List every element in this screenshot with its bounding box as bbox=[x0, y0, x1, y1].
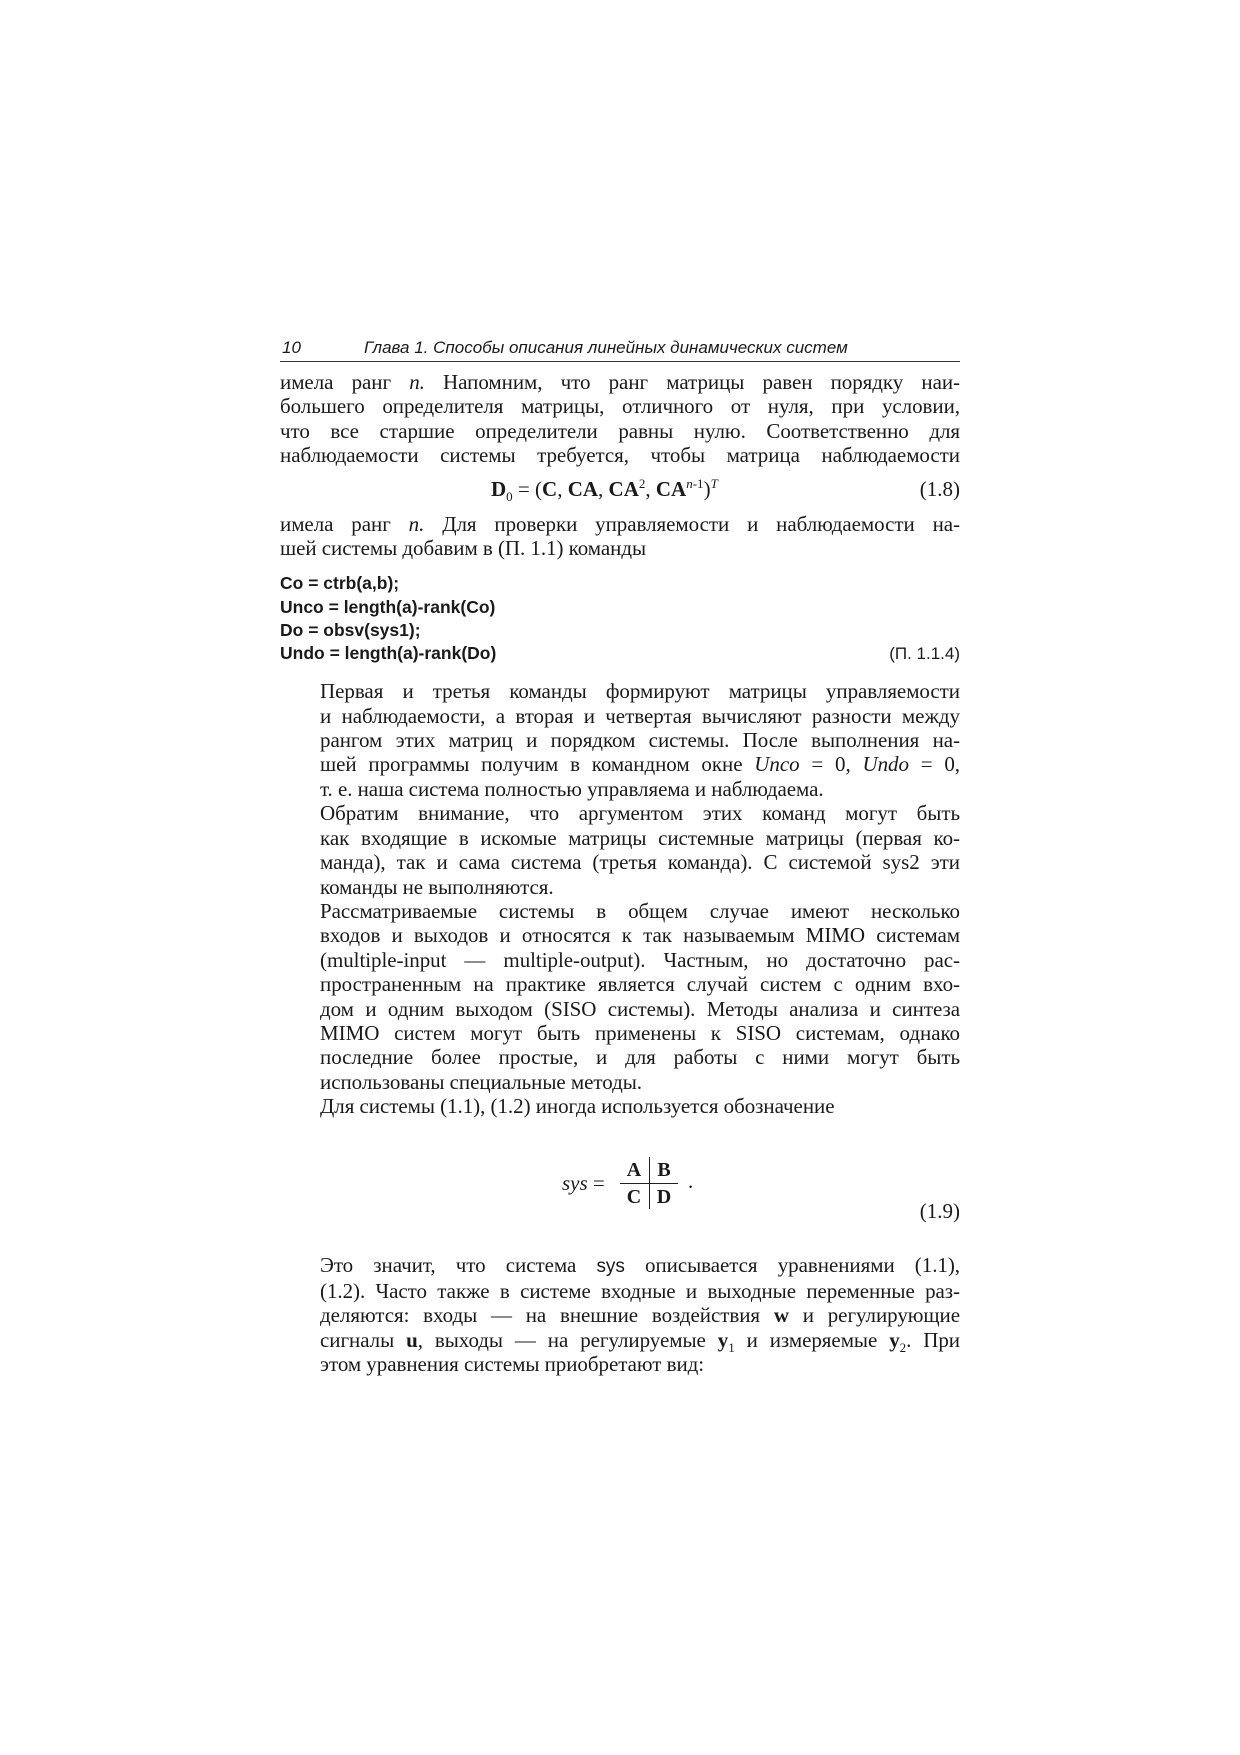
italic-variable: n. bbox=[391, 370, 425, 394]
paragraph-notation-intro bbox=[280, 1094, 960, 1118]
formula-superscript: 2 bbox=[638, 475, 646, 491]
formula-symbol: CA bbox=[655, 476, 687, 501]
formula-text: = bbox=[587, 1170, 605, 1195]
text-line: наблюдаемости системы требуется, чтобы матрица наблюдаемости bbox=[280, 443, 960, 468]
inline-code: sys bbox=[596, 1255, 625, 1277]
matrix-cell-b: B bbox=[657, 1158, 671, 1181]
code-line: Do = obsv(sys1); bbox=[280, 619, 421, 640]
formula-superscript bbox=[711, 476, 718, 491]
italic-variable: Unco bbox=[754, 752, 800, 777]
formula-text: = ( bbox=[512, 476, 543, 501]
formula-text: , bbox=[557, 476, 568, 501]
text-line: Для системы (1.1), (1.2) иногда используется обозначение bbox=[320, 1094, 835, 1119]
formula-symbol: CA bbox=[608, 476, 639, 501]
matrix-vertical-rule bbox=[649, 1157, 650, 1209]
text-line: шей системы добавим в (П. 1.1) команды bbox=[280, 536, 647, 561]
listing-reference: (П. 1.1.4) bbox=[889, 644, 960, 664]
text-line: Рассматриваемые системы в общем случае имеют несколько bbox=[320, 898, 960, 923]
formula-subscript: 1 bbox=[728, 1339, 735, 1355]
text-line: дом и одним выходом (SISO системы). Методы анализа и синтеза bbox=[320, 996, 960, 1021]
formula-superscript: n-1 bbox=[686, 475, 704, 491]
formula-italic: sys bbox=[562, 1170, 588, 1195]
formula-symbol: D bbox=[491, 476, 507, 501]
text-run: и регулирующие bbox=[788, 1303, 961, 1328]
text-run: , выходы — на регулируемые bbox=[417, 1327, 718, 1352]
equation-1-9 bbox=[280, 1119, 960, 1253]
formula-period: . bbox=[688, 1168, 694, 1193]
paragraph-check-commands bbox=[280, 512, 960, 561]
equation-number: (1.9) bbox=[919, 1198, 960, 1223]
text-line: как входящие в искомые матрицы системные матрицы (первая ко- bbox=[320, 825, 960, 850]
code-line: Undo = length(a)-rank(Do) bbox=[280, 643, 497, 664]
code-line: Co = ctrb(a,b); bbox=[280, 573, 400, 594]
text-line: Первая и третья команды формируют матрицы управляемости bbox=[320, 679, 960, 704]
sys-notation-lhs bbox=[562, 1171, 605, 1196]
text-line: (multiple-input — multiple-output). Частным, но достаточно рас- bbox=[320, 947, 960, 972]
equation-1-8 bbox=[280, 468, 960, 512]
formula-text: , bbox=[645, 476, 656, 501]
text-line: имела ранг n. Для проверки управляемости и наблюдаемости на- bbox=[280, 511, 961, 536]
formula-italic: T bbox=[710, 475, 718, 491]
vector-symbol: u bbox=[406, 1327, 418, 1352]
text-line: входов и выходов и относятся к так называемым MIMO системам bbox=[320, 923, 960, 948]
page-number: 10 bbox=[282, 338, 301, 357]
text-line: (1.2). Часто также в системе входные и выходные переменные раз- bbox=[320, 1278, 960, 1303]
system-matrix-block bbox=[620, 1157, 678, 1209]
equation-number: (1.8) bbox=[919, 476, 960, 501]
text-line: рангом этих матриц и порядком системы. После выполнения на- bbox=[320, 728, 960, 753]
text-line: MIMO систем могут быть применены к SISO системам, однако bbox=[320, 1020, 960, 1045]
text-line: и наблюдаемости, а вторая и четвертая вычисляют разности между bbox=[320, 703, 960, 728]
text-run: описывается уравнениями (1.1), bbox=[624, 1252, 960, 1277]
matrix-cell-a: A bbox=[626, 1158, 642, 1181]
text-line bbox=[280, 1253, 960, 1279]
text-line: Обратим внимание, что аргументом этих команд могут быть bbox=[320, 801, 960, 826]
text-line: манда), так и сама система (третья команда). С системой sys2 эти bbox=[320, 850, 960, 875]
code-line: Unco = length(a)-rank(Co) bbox=[280, 596, 496, 617]
paragraph-arguments-note bbox=[280, 801, 960, 899]
text-run: . При bbox=[906, 1327, 960, 1352]
observability-matrix-formula bbox=[491, 477, 718, 502]
text-line: большего определителя матрицы, отличного от нуля, при условии, bbox=[280, 394, 960, 419]
paragraph-rank-definition bbox=[280, 370, 960, 468]
code-listing bbox=[280, 572, 960, 665]
text-line: шей программы получим в командном окне Unco = 0, Undo = 0, bbox=[320, 752, 961, 777]
text-line bbox=[280, 1327, 960, 1355]
text-line: пространенным на практике является случай систем с одним вхо- bbox=[320, 972, 960, 997]
text-run: сигналы bbox=[320, 1327, 407, 1352]
text-line: этом уравнения системы приобретают вид: bbox=[320, 1352, 705, 1377]
text-line bbox=[280, 1303, 960, 1327]
running-head bbox=[280, 338, 960, 362]
italic-variable: n. bbox=[390, 511, 425, 536]
formula-subscript: 0 bbox=[506, 488, 513, 504]
text-run: Это значит, что система bbox=[320, 1252, 597, 1277]
text-run: деляются: входы — на внешние воздействия bbox=[320, 1303, 774, 1328]
book-page bbox=[280, 338, 960, 1377]
chapter-title: Глава 1. Способы описания линейных динамических систем bbox=[364, 338, 848, 357]
formula-subscript: 2 bbox=[899, 1339, 907, 1355]
text-line: имела ранг n. Напомним, что ранг матрицы равен порядку наи- bbox=[280, 370, 960, 394]
matrix-cell-d: D bbox=[656, 1185, 672, 1208]
text-line: использованы специальные методы. bbox=[320, 1069, 642, 1094]
text-line: т. е. наша система полностью управляема и наблюдаема. bbox=[320, 776, 824, 801]
paragraph-commands-explained bbox=[280, 679, 960, 801]
italic-variable: Undo bbox=[862, 752, 909, 777]
formula-symbol: C bbox=[542, 476, 558, 501]
text-line: что все старшие определители равны нулю. Соответственно для bbox=[280, 418, 960, 443]
formula-symbol: CA bbox=[567, 476, 599, 501]
matrix-cell-c: C bbox=[626, 1185, 642, 1208]
paragraph-sys-meaning bbox=[280, 1253, 960, 1377]
text-line: команды не выполняются. bbox=[320, 874, 554, 899]
paragraph-mimo-siso bbox=[280, 899, 960, 1094]
text-line: последние более простые, и для работы с ними могут быть bbox=[320, 1045, 960, 1070]
formula-text: ) bbox=[703, 476, 711, 501]
vector-symbol: y bbox=[717, 1327, 729, 1352]
vector-symbol: y bbox=[889, 1327, 900, 1352]
formula-text: , bbox=[598, 476, 609, 501]
text-run: и измеряемые bbox=[734, 1327, 890, 1352]
italic-variable: n bbox=[686, 475, 693, 491]
vector-symbol: w bbox=[773, 1303, 789, 1328]
